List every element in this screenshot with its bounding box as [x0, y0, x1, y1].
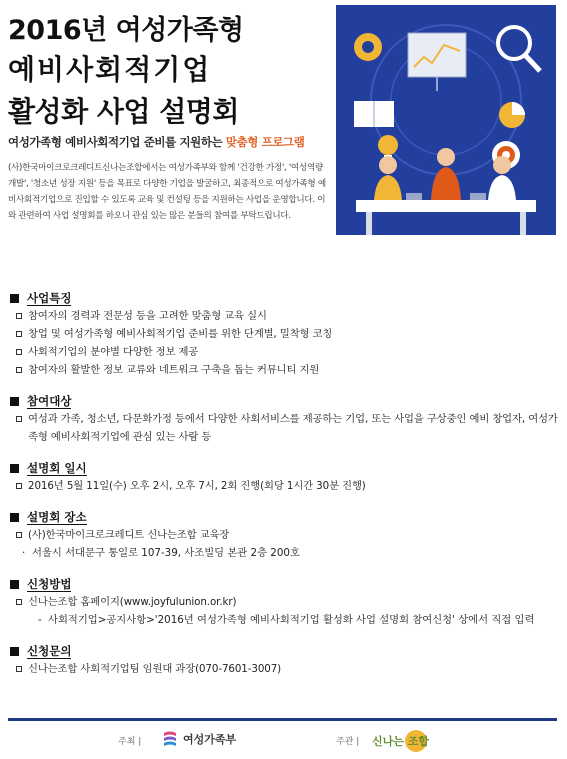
- list-item: 사회적기업의 분야별 다양한 정보 제공: [10, 343, 558, 361]
- title-line-1: 2016년 여성가족형: [8, 15, 244, 46]
- subtitle: [8, 134, 304, 150]
- section-features: [10, 290, 558, 379]
- list-subitem: - 사회적기업>공지사항>'2016년 여성가족형 예비사회적기업 활성화 사업 설명회 참여신청' 상에서 직접 입력: [38, 614, 535, 626]
- square-bullet-icon: [10, 580, 19, 589]
- section-date: [10, 460, 558, 495]
- organizer-label: 주관 |: [336, 737, 360, 747]
- host-label: 주최 |: [118, 737, 142, 747]
- square-bullet-icon: [10, 397, 19, 406]
- host-org: 여성가족부: [162, 730, 236, 748]
- section-heading: 설명회 장소: [10, 509, 558, 526]
- section-heading: 설명회 일시: [10, 460, 558, 477]
- box-bullet-icon: [16, 532, 22, 538]
- section-contact: [10, 643, 558, 678]
- list-item: 신나는조합 홈페이지(www.joyfulunion.or.kr): [10, 593, 558, 611]
- poster-footer: [0, 724, 567, 759]
- section-heading: 사업특징: [10, 290, 558, 307]
- square-bullet-icon: [10, 513, 19, 522]
- box-bullet-icon: [16, 313, 22, 319]
- ministry-logo-icon: [162, 730, 178, 748]
- organizer-logo-text: 신나는 조합: [372, 735, 429, 748]
- list-item: 창업 및 여성가족형 예비사회적기업 준비를 위한 단계별, 밀착형 코칭: [10, 325, 558, 343]
- meeting-illustration: [336, 5, 556, 235]
- box-bullet-icon: [16, 666, 22, 672]
- section-heading: 신청문의: [10, 643, 558, 660]
- box-bullet-icon: [16, 599, 22, 605]
- title-line-2: 예비사회적기업: [8, 53, 212, 86]
- box-bullet-icon: [16, 483, 22, 489]
- section-target: [10, 393, 558, 446]
- box-bullet-icon: [16, 331, 22, 337]
- poster-header: [0, 0, 567, 250]
- box-bullet-icon: [16, 349, 22, 355]
- subtitle-text: 여성가족형 예비사회적기업 준비를 지원하는: [8, 135, 226, 149]
- list-item: 여성과 가족, 청소년, 다문화가정 등에서 다양한 사회서비스를 제공하는 기업, 또는 사업을 구상중인 예비 창업자, 여성가족형 예비사회적기업에 관심 있는 사람 등: [10, 410, 558, 446]
- organizer-logo: [370, 727, 432, 753]
- poster-content: [10, 290, 558, 692]
- subtitle-highlight: 맞춤형 프로그램: [225, 135, 305, 149]
- section-heading: 참여대상: [10, 393, 558, 410]
- list-item: 참여자의 활발한 정보 교류와 네트워크 구축을 돕는 커뮤니티 지원: [10, 361, 558, 379]
- square-bullet-icon: [10, 294, 19, 303]
- list-item: 참여자의 경력과 전문성 등을 고려한 맞춤형 교육 실시: [10, 307, 558, 325]
- square-bullet-icon: [10, 647, 19, 656]
- footer-divider: [8, 718, 557, 721]
- list-subitem: · 서울시 서대문구 통일로 107-39, 사조빌딩 본관 2층 200호: [22, 547, 300, 559]
- intro-paragraph: (사)한국마이크로크레디트신나는조합에서는 여성가족부와 함께 '건강한 가정', '여성역량 개발', '청소년 성장 지원' 등을 목표로 다양한 기업을 발굴하고, 최종적으로 여성가족형 예비사회적기업으로 진입할 수 있도록 교육 및 컨설팅 등을 지원하는 사업을 운영합니다. 이와 관련하여 사업 설명회를 하오니 관심 있는 많은 분들의 참여를 부탁드립니다.: [8, 163, 326, 221]
- list-item: 신나는조합 사회적기업팀 임원대 과장(070-7601-3007): [10, 660, 558, 678]
- square-bullet-icon: [10, 464, 19, 473]
- organizer-logo-icon: [370, 727, 432, 753]
- list-item: (사)한국마이크로크레디트 신나는조합 교육장: [10, 526, 558, 544]
- section-place: [10, 509, 558, 562]
- title-line-3: 활성화 사업 설명회: [8, 95, 239, 128]
- box-bullet-icon: [16, 367, 22, 373]
- list-item: 2016년 5월 11일(수) 오후 2시, 오후 7시, 2회 진행(회당 1시간 30분 진행): [10, 477, 558, 495]
- box-bullet-icon: [16, 416, 22, 422]
- meeting-illustration-svg: [336, 5, 556, 235]
- section-apply: [10, 576, 558, 629]
- section-heading: 신청방법: [10, 576, 558, 593]
